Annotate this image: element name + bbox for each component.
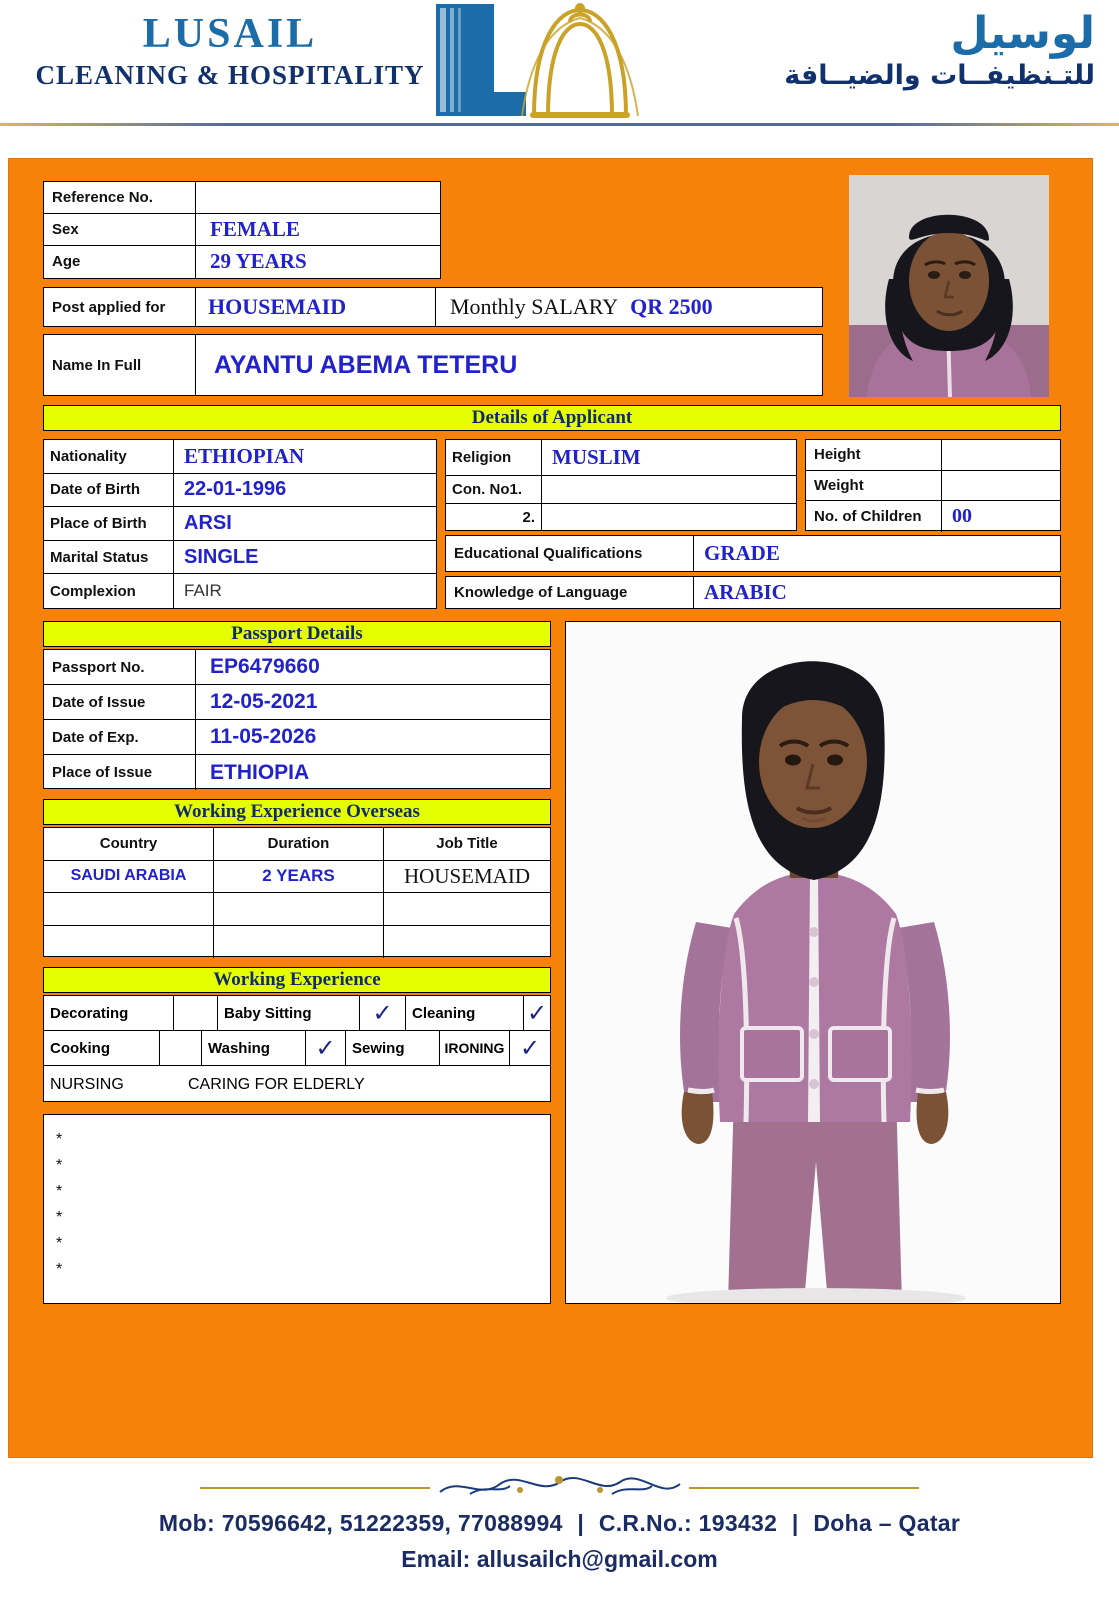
check-icon: ✓ xyxy=(315,1034,336,1062)
height-row xyxy=(806,440,1060,471)
page-header xyxy=(0,0,1119,128)
footer-contact-line xyxy=(0,1510,1119,1537)
skill-decorating-check[interactable] xyxy=(174,996,218,1030)
skills-row-3 xyxy=(44,1066,550,1103)
details-of-applicant-title: Details of Applicant xyxy=(43,405,1061,431)
company-name-arabic-line1: لوسيل xyxy=(950,8,1095,59)
lusail-logo-icon xyxy=(430,0,670,120)
education-value-cell xyxy=(694,536,1060,571)
working-experience-table xyxy=(43,995,551,1102)
sex-value: FEMALE xyxy=(210,216,300,241)
weight-row xyxy=(806,471,1060,502)
pob-label: Place of Birth xyxy=(44,507,174,540)
skill-cleaning-label: Cleaning xyxy=(406,996,524,1030)
footer-separator-1: | xyxy=(577,1510,585,1536)
overseas-experience-title: Working Experience Overseas xyxy=(43,799,551,825)
complexion-value: FAIR xyxy=(184,581,222,601)
table-row xyxy=(44,893,550,926)
name-block xyxy=(43,334,823,396)
nationality-row xyxy=(44,440,436,474)
passport-no-value-cell xyxy=(196,650,550,684)
education-row xyxy=(445,535,1061,572)
overseas-header-row xyxy=(44,828,550,861)
salary-cell xyxy=(436,288,822,326)
table-row xyxy=(44,926,550,959)
note-bullet: * xyxy=(56,1209,63,1226)
date-of-exp-label: Date of Exp. xyxy=(44,720,196,754)
complexion-label: Complexion xyxy=(44,574,174,608)
skill-cleaning-check[interactable] xyxy=(524,996,550,1030)
skill-cooking-label: Cooking xyxy=(44,1031,160,1065)
skill-babysitting-label: Baby Sitting xyxy=(218,996,360,1030)
dob-row xyxy=(44,474,436,508)
dob-label: Date of Birth xyxy=(44,474,174,507)
date-of-issue-row xyxy=(44,685,550,720)
overseas-col-jobtitle: Job Title xyxy=(436,835,498,853)
passport-no-label: Passport No. xyxy=(44,650,196,684)
passport-details-table xyxy=(43,649,551,789)
skill-washing-check[interactable] xyxy=(306,1031,346,1065)
skill-babysitting-check[interactable] xyxy=(360,996,406,1030)
language-label: Knowledge of Language xyxy=(446,577,694,608)
footer-cr-label: C.R.No.: xyxy=(598,1510,692,1536)
check-icon: ✓ xyxy=(372,999,393,1027)
weight-label: Weight xyxy=(806,471,942,501)
pob-row xyxy=(44,507,436,541)
age-value-cell xyxy=(196,246,440,278)
skill-ironing-label: IRONING xyxy=(440,1031,510,1065)
page-footer xyxy=(0,1458,1119,1600)
overseas-duration-1: 2 YEARS xyxy=(262,866,335,886)
overseas-col-country: Country xyxy=(44,828,214,860)
pob-value-cell xyxy=(174,507,436,540)
applicant-details-table xyxy=(43,439,437,609)
date-of-exp-value: 11-05-2026 xyxy=(210,725,317,748)
note-bullet: * xyxy=(56,1183,63,1200)
applicant-headshot xyxy=(849,175,1049,397)
pob-value: ARSI xyxy=(184,511,232,534)
place-of-issue-label: Place of Issue xyxy=(44,755,196,790)
caring-for-elderly-label: CARING FOR ELDERLY xyxy=(188,1075,365,1093)
nationality-value: ETHIOPIAN xyxy=(184,443,305,468)
overseas-country-1: SAUDI ARABIA xyxy=(70,867,187,885)
footer-email-label: Email: xyxy=(401,1546,471,1572)
skill-cooking-check[interactable] xyxy=(160,1031,202,1065)
passport-no-row xyxy=(44,650,550,685)
name-value-cell xyxy=(196,335,822,395)
company-name-line2: CLEANING & HOSPITALITY xyxy=(35,60,425,91)
post-applied-label: Post applied for xyxy=(44,288,196,326)
note-bullet: * xyxy=(56,1131,63,1148)
nursing-label: NURSING xyxy=(50,1075,124,1093)
reference-no-row xyxy=(44,182,440,214)
name-value: AYANTU ABEMA TETERU xyxy=(214,350,518,379)
footer-email-line xyxy=(0,1546,1119,1573)
marital-value: SINGLE xyxy=(184,545,259,568)
application-form-sheet xyxy=(8,158,1093,1458)
children-value-cell xyxy=(942,501,1060,532)
marital-label: Marital Status xyxy=(44,541,174,574)
place-of-issue-value: ETHIOPIA xyxy=(210,760,310,784)
religion-value-cell xyxy=(542,440,796,475)
check-icon: ✓ xyxy=(519,1034,541,1062)
contact1-value-cell xyxy=(542,476,796,503)
passport-details-title: Passport Details xyxy=(43,621,551,647)
contact2-label: 2. xyxy=(446,504,542,531)
note-bullet: * xyxy=(56,1235,63,1252)
education-label: Educational Qualifications xyxy=(446,536,694,571)
overseas-jobtitle-1: HOUSEMAID xyxy=(404,863,530,888)
sex-row xyxy=(44,214,440,246)
date-of-issue-value-cell xyxy=(196,685,550,719)
note-bullet: * xyxy=(56,1261,63,1278)
height-weight-children-table xyxy=(805,439,1061,531)
footer-mobile-numbers: 70596642, 51222359, 77088994 xyxy=(221,1510,563,1536)
working-experience-title: Working Experience xyxy=(43,967,551,993)
nationality-value-cell xyxy=(174,440,436,473)
overseas-col-duration: Duration xyxy=(214,828,384,860)
reference-no-value-cell xyxy=(196,182,440,213)
post-applied-value-cell xyxy=(196,288,436,326)
language-value-cell xyxy=(694,577,1060,608)
sex-label: Sex xyxy=(44,214,196,245)
skill-decorating-label: Decorating xyxy=(44,996,174,1030)
date-of-issue-value: 12-05-2021 xyxy=(210,690,318,713)
flourish-ornament-icon xyxy=(0,1474,1119,1500)
complexion-value-cell xyxy=(174,574,436,608)
footer-email-value[interactable]: allusailch@gmail.com xyxy=(476,1546,718,1572)
name-label: Name In Full xyxy=(44,335,196,395)
skill-ironing-check[interactable] xyxy=(510,1031,550,1065)
contact2-value-cell xyxy=(542,504,796,531)
age-row xyxy=(44,246,440,278)
contact1-label: Con. No1. xyxy=(446,476,542,503)
religion-contact-table xyxy=(445,439,797,531)
language-value: ARABIC xyxy=(704,580,787,604)
height-label: Height xyxy=(806,440,942,470)
date-of-issue-label: Date of Issue xyxy=(44,685,196,719)
date-of-exp-value-cell xyxy=(196,720,550,754)
company-name-line1: LUSAIL xyxy=(142,11,318,57)
skills-row-2 xyxy=(44,1031,550,1066)
check-icon: ✓ xyxy=(526,999,548,1027)
religion-row xyxy=(446,440,796,476)
note-bullet: * xyxy=(56,1157,63,1174)
children-row xyxy=(806,501,1060,532)
salary-value: QR 2500 xyxy=(630,294,713,319)
post-applied-value: HOUSEMAID xyxy=(208,294,347,319)
age-label: Age xyxy=(44,246,196,278)
skill-washing-label: Washing xyxy=(202,1031,306,1065)
education-value: GRADE xyxy=(704,541,780,565)
contact1-row xyxy=(446,476,796,504)
footer-location: Doha – Qatar xyxy=(813,1510,961,1536)
children-value: 00 xyxy=(952,505,972,528)
dob-value-cell xyxy=(174,474,436,507)
post-salary-block xyxy=(43,287,823,327)
company-name-arabic-line2: للتـنظيفــات والضيــافة xyxy=(784,60,1095,92)
religion-value: MUSLIM xyxy=(552,445,641,469)
weight-value-cell xyxy=(942,471,1060,501)
height-value-cell xyxy=(942,440,1060,470)
complexion-row xyxy=(44,574,436,608)
footer-cr-value: 193432 xyxy=(698,1510,778,1536)
religion-label: Religion xyxy=(446,440,542,475)
contact2-row xyxy=(446,504,796,531)
salary-label: Monthly SALARY xyxy=(450,294,619,319)
dob-value: 22-01-1996 xyxy=(184,478,287,501)
place-of-issue-row xyxy=(44,755,550,790)
marital-row xyxy=(44,541,436,575)
marital-value-cell xyxy=(174,541,436,574)
sex-value-cell xyxy=(196,214,440,245)
skills-row-1 xyxy=(44,996,550,1031)
reference-no-label: Reference No. xyxy=(44,182,196,213)
reference-block xyxy=(43,181,441,279)
children-label: No. of Children xyxy=(806,501,942,532)
notes-box xyxy=(43,1114,551,1304)
passport-no-value: EP6479660 xyxy=(210,655,320,678)
company-name-english xyxy=(20,12,440,91)
table-row xyxy=(44,861,550,894)
nationality-label: Nationality xyxy=(44,440,174,473)
applicant-full-body-photo xyxy=(565,621,1061,1304)
date-of-exp-row xyxy=(44,720,550,755)
footer-separator-2: | xyxy=(791,1510,799,1536)
footer-mobile-label: Mob: xyxy=(158,1510,215,1536)
place-of-issue-value-cell xyxy=(196,755,550,790)
header-divider xyxy=(0,123,1119,126)
language-row xyxy=(445,576,1061,609)
overseas-experience-table xyxy=(43,827,551,957)
company-name-arabic xyxy=(695,10,1095,91)
skill-sewing-label: Sewing xyxy=(346,1031,440,1065)
age-value: 29 YEARS xyxy=(210,249,307,274)
